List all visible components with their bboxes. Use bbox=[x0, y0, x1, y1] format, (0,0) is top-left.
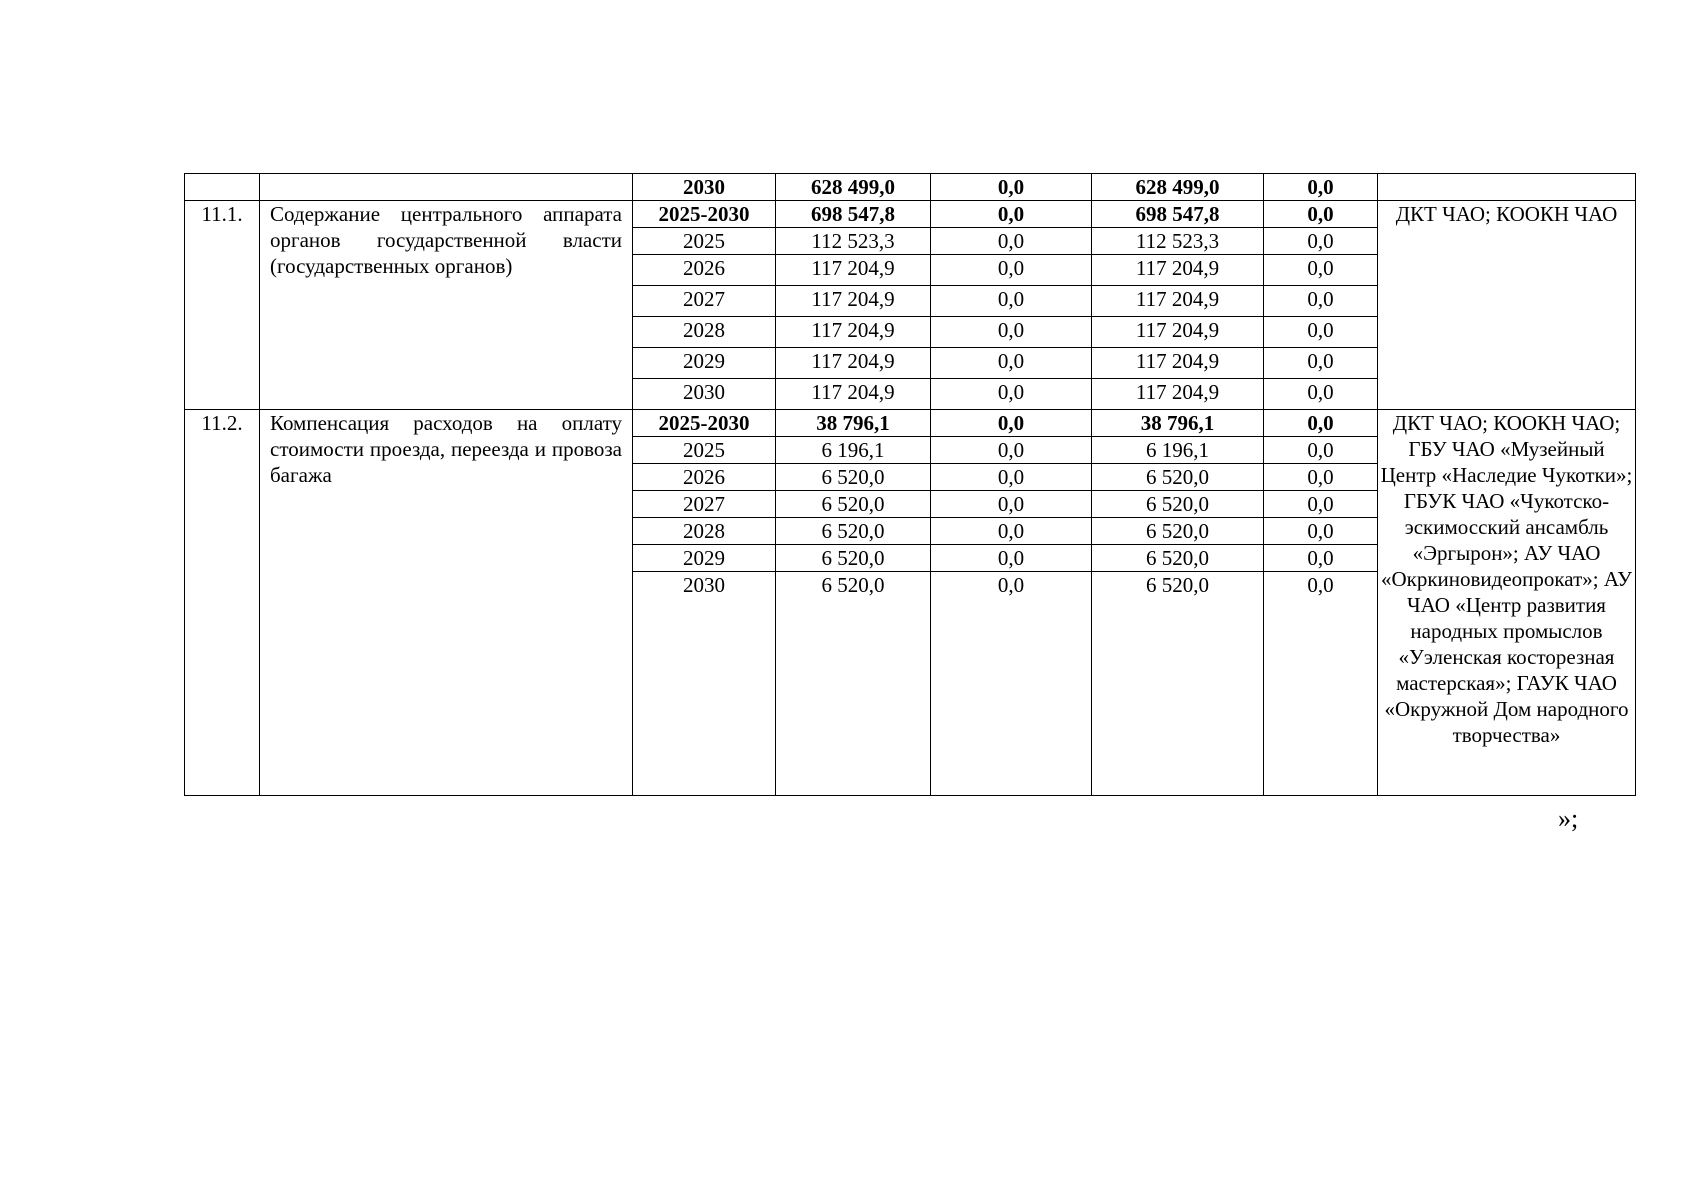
year-cell: 2027 bbox=[633, 286, 776, 317]
value-cell: 0,0 bbox=[1264, 410, 1378, 437]
value-cell: 6 520,0 bbox=[1092, 491, 1264, 518]
value-cell: 0,0 bbox=[1264, 464, 1378, 491]
value-cell: 6 520,0 bbox=[1092, 572, 1264, 796]
total-cell: 117 204,9 bbox=[776, 317, 931, 348]
value-cell: 0,0 bbox=[931, 286, 1092, 317]
total-cell: 117 204,9 bbox=[776, 379, 931, 410]
table-row bbox=[185, 201, 1636, 228]
value-cell: 0,0 bbox=[931, 228, 1092, 255]
total-cell: 112 523,3 bbox=[776, 228, 931, 255]
item-number-cell: 11.2. bbox=[185, 410, 260, 796]
table-row bbox=[185, 410, 1636, 437]
value-cell: 6 520,0 bbox=[1092, 545, 1264, 572]
value-cell: 0,0 bbox=[1264, 491, 1378, 518]
value-cell: 0,0 bbox=[1264, 317, 1378, 348]
year-cell: 2030 bbox=[633, 379, 776, 410]
value-cell: 0,0 bbox=[1264, 174, 1378, 201]
year-cell: 2029 bbox=[633, 348, 776, 379]
value-cell: 0,0 bbox=[931, 437, 1092, 464]
value-cell: 0,0 bbox=[1264, 255, 1378, 286]
year-cell: 2030 bbox=[633, 572, 776, 796]
year-cell: 2025 bbox=[633, 437, 776, 464]
year-cell: 2028 bbox=[633, 317, 776, 348]
value-cell: 0,0 bbox=[931, 518, 1092, 545]
year-cell: 2025 bbox=[633, 228, 776, 255]
responsible-cell: ДКТ ЧАО; КООКН ЧАО bbox=[1378, 201, 1636, 410]
value-cell: 0,0 bbox=[931, 491, 1092, 518]
value-cell: 0,0 bbox=[1264, 572, 1378, 796]
item-name-cell bbox=[260, 174, 633, 201]
item-name-cell: Компенсация расходов на оплату стоимости проезда, переезда и провоза багажа bbox=[260, 410, 633, 796]
item-number-cell: 11.1. bbox=[185, 201, 260, 410]
value-cell: 6 196,1 bbox=[1092, 437, 1264, 464]
value-cell: 0,0 bbox=[1264, 348, 1378, 379]
value-cell: 0,0 bbox=[931, 255, 1092, 286]
value-cell: 0,0 bbox=[931, 410, 1092, 437]
closing-quote-mark: »; bbox=[1558, 804, 1579, 833]
total-cell: 6 520,0 bbox=[776, 572, 931, 796]
total-cell: 117 204,9 bbox=[776, 255, 931, 286]
total-cell: 698 547,8 bbox=[776, 201, 931, 228]
year-cell: 2027 bbox=[633, 491, 776, 518]
value-cell: 0,0 bbox=[931, 572, 1092, 796]
value-cell: 0,0 bbox=[1264, 201, 1378, 228]
value-cell: 6 520,0 bbox=[1092, 518, 1264, 545]
value-cell: 117 204,9 bbox=[1092, 379, 1264, 410]
year-cell: 2025-2030 bbox=[633, 201, 776, 228]
item-number-cell bbox=[185, 174, 260, 201]
value-cell: 0,0 bbox=[931, 379, 1092, 410]
total-cell: 6 520,0 bbox=[776, 464, 931, 491]
year-cell: 2028 bbox=[633, 518, 776, 545]
total-cell: 6 520,0 bbox=[776, 518, 931, 545]
value-cell: 117 204,9 bbox=[1092, 286, 1264, 317]
value-cell: 6 520,0 bbox=[1092, 464, 1264, 491]
responsible-cell: ДКТ ЧАО; КООКН ЧАО; ГБУ ЧАО «Музейный Центр «Наследие Чукотки»; ГБУК ЧАО «Чукотско-эскимосский ансамбль «Эргырон»; АУ ЧАО «Окркиновидеопрокат»; АУ ЧАО «Центр развития народных промыслов «Уэленская косторезная мастерская»; ГАУК ЧАО «Окружной Дом народного творчества» bbox=[1378, 410, 1636, 796]
value-cell: 0,0 bbox=[1264, 379, 1378, 410]
value-cell: 0,0 bbox=[1264, 437, 1378, 464]
table-row bbox=[185, 174, 1636, 201]
value-cell: 0,0 bbox=[931, 174, 1092, 201]
value-cell: 0,0 bbox=[1264, 286, 1378, 317]
value-cell: 0,0 bbox=[1264, 545, 1378, 572]
year-cell: 2029 bbox=[633, 545, 776, 572]
total-cell: 6 520,0 bbox=[776, 491, 931, 518]
value-cell: 628 499,0 bbox=[1092, 174, 1264, 201]
value-cell: 117 204,9 bbox=[1092, 348, 1264, 379]
value-cell: 117 204,9 bbox=[1092, 317, 1264, 348]
item-name-cell: Содержание центрального аппарата органов государственной власти (государственных органов) bbox=[260, 201, 633, 410]
responsible-cell bbox=[1378, 174, 1636, 201]
year-cell: 2030 bbox=[633, 174, 776, 201]
year-cell: 2025-2030 bbox=[633, 410, 776, 437]
total-cell: 117 204,9 bbox=[776, 348, 931, 379]
total-cell: 38 796,1 bbox=[776, 410, 931, 437]
total-cell: 6 520,0 bbox=[776, 545, 931, 572]
value-cell: 0,0 bbox=[1264, 228, 1378, 255]
value-cell: 38 796,1 bbox=[1092, 410, 1264, 437]
value-cell: 0,0 bbox=[931, 201, 1092, 228]
total-cell: 117 204,9 bbox=[776, 286, 931, 317]
year-cell: 2026 bbox=[633, 464, 776, 491]
value-cell: 0,0 bbox=[931, 348, 1092, 379]
total-cell: 628 499,0 bbox=[776, 174, 931, 201]
budget-table bbox=[184, 173, 1636, 796]
value-cell: 0,0 bbox=[931, 317, 1092, 348]
value-cell: 0,0 bbox=[931, 545, 1092, 572]
value-cell: 0,0 bbox=[1264, 518, 1378, 545]
value-cell: 698 547,8 bbox=[1092, 201, 1264, 228]
year-cell: 2026 bbox=[633, 255, 776, 286]
value-cell: 0,0 bbox=[931, 464, 1092, 491]
value-cell: 117 204,9 bbox=[1092, 255, 1264, 286]
total-cell: 6 196,1 bbox=[776, 437, 931, 464]
value-cell: 112 523,3 bbox=[1092, 228, 1264, 255]
